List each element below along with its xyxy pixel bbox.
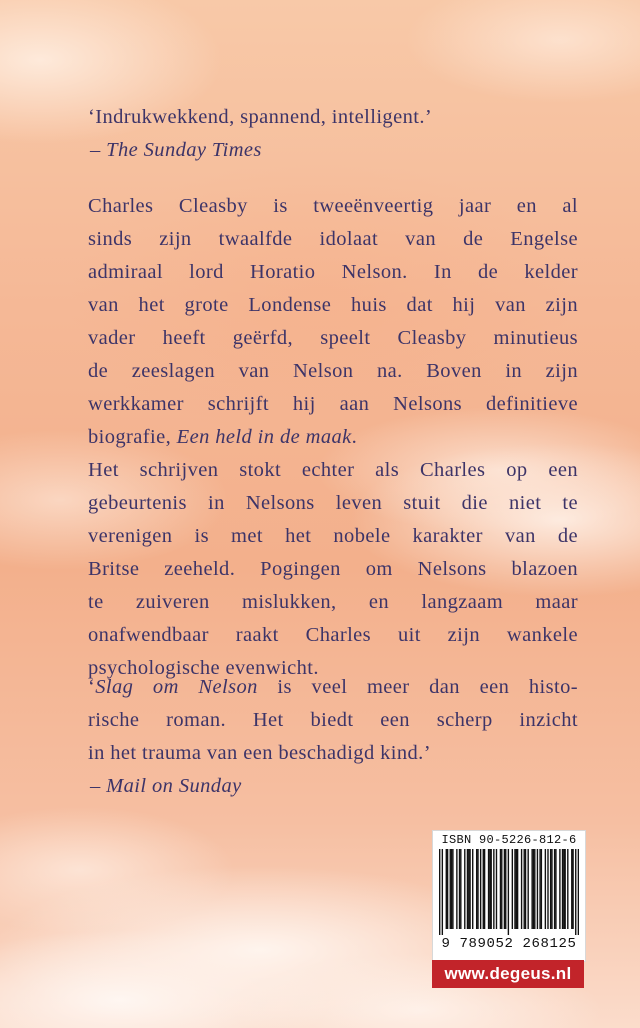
barcode-bar [533, 849, 534, 929]
barcode-bar [545, 849, 546, 929]
barcode-bar [464, 849, 465, 929]
barcode-bar [578, 849, 579, 935]
quote-text: ‘Indrukwekkend, spannend, intelligent.’ [88, 106, 433, 128]
quote-line: rische roman. Het biedt een scherp inzicht [88, 709, 578, 731]
biography-prefix: biografie, [88, 426, 177, 448]
barcode-bar [555, 849, 556, 929]
summary-line: van het grote Londense huis dat hij van zijn [88, 294, 578, 316]
barcode-bar [491, 849, 492, 929]
barcode-bar [467, 849, 468, 929]
barcode-bar [524, 849, 525, 929]
barcode-bar [459, 849, 460, 929]
barcode-bar [564, 849, 565, 929]
barcode-bar [504, 849, 505, 929]
barcode-bar [451, 849, 452, 929]
summary-line: Britse zeeheld. Pogingen om Nelsons blazoen [88, 558, 578, 580]
biography-title: Een held in de maak [176, 426, 352, 448]
barcode-bar [541, 849, 542, 929]
quote-book-title: Slag om Nelson [95, 676, 258, 698]
barcode-bar [521, 849, 522, 929]
barcode-bar [476, 849, 477, 929]
barcode-bar [484, 849, 485, 929]
barcode-bar [572, 849, 573, 929]
barcode-bar [489, 849, 490, 929]
barcode-bar [537, 849, 538, 929]
book-summary [88, 190, 578, 685]
barcode-bar [493, 849, 494, 929]
summary-line: verenigen is met het nobele karakter van de [88, 525, 578, 547]
barcode-bar [539, 849, 540, 929]
summary-line: vader heeft geërfd, speelt Cleasby minutieus [88, 327, 578, 349]
barcode-bar [480, 849, 481, 929]
barcode-bar [501, 849, 502, 929]
summary-line: onafwendbaar raakt Charles uit zijn wankele [88, 624, 578, 646]
barcode-bar [551, 849, 552, 929]
summary-line: de zeeslagen van Nelson na. Boven in zijn [88, 360, 578, 382]
isbn-label: ISBN 90-5226-812-6 [441, 833, 577, 847]
barcode-bar [517, 849, 518, 929]
barcode-bar [447, 849, 448, 929]
barcode-bar [575, 849, 576, 935]
summary-line: admiraal lord Horatio Nelson. In de kelder [88, 261, 578, 283]
barcode-bar [567, 849, 568, 929]
barcode-bar [468, 849, 469, 929]
barcode-bar [534, 849, 535, 929]
barcode-bar [500, 849, 501, 929]
barcode-bar [439, 849, 440, 935]
quote-source: – Mail on Sunday [90, 775, 242, 797]
barcode-bar [450, 849, 451, 929]
barcode-bar [559, 849, 560, 929]
biography-suffix: . [351, 426, 358, 448]
publisher-url: www.degeus.nl [432, 960, 584, 988]
barcode-bar [508, 849, 509, 935]
barcode-bar [514, 849, 515, 929]
quote-line: in het trauma van een beschadigd kind.’ [88, 742, 431, 764]
barcode-bar [550, 849, 551, 929]
quote-source: – The Sunday Times [90, 139, 262, 161]
barcode-digits: 9 789052 268125 [441, 936, 577, 952]
review-quote-top [88, 101, 578, 167]
barcode-bar [547, 849, 548, 929]
barcode-bar [469, 849, 470, 929]
isbn-barcode [432, 830, 586, 962]
review-quote-bottom [88, 671, 578, 803]
barcode-bar [483, 849, 484, 929]
barcode-bar [460, 849, 461, 929]
summary-line: Charles Cleasby is tweeënveertig jaar en al [88, 195, 578, 217]
summary-line: te zuiveren mislukken, en langzaam maar [88, 591, 578, 613]
summary-line: sinds zijn twaalfde idolaat van de Engelse [88, 228, 578, 250]
quote-line [88, 671, 578, 704]
quote-open-mark: ‘ [88, 676, 96, 698]
summary-line: psychologische evenwicht. [88, 657, 319, 679]
barcode-bar [505, 849, 506, 929]
summary-biography-line [88, 421, 578, 454]
barcode-bar [527, 849, 528, 929]
barcode-bar [512, 849, 513, 929]
barcode-bar [477, 849, 478, 929]
summary-line: gebeurtenis in Nelsons leven stuit die niet te [88, 492, 578, 514]
barcode-bar [456, 849, 457, 929]
barcode-bar [516, 849, 517, 929]
barcode-bar [571, 849, 572, 929]
barcode-bar [452, 849, 453, 929]
barcode-bar [525, 849, 526, 929]
barcode-bar [554, 849, 555, 929]
summary-line: werkkamer schrijft hij aan Nelsons definitieve [88, 393, 578, 415]
quote-line-rest: is veel meer dan een histo- [257, 676, 578, 698]
barcode-bar [442, 849, 443, 935]
barcode-bar [446, 849, 447, 929]
barcode-bar [563, 849, 564, 929]
summary-line: Het schrijven stokt echter als Charles op een [88, 459, 578, 481]
barcode-bar [488, 849, 489, 929]
barcode-bar [562, 849, 563, 929]
barcode-icon [439, 849, 579, 935]
barcode-bar [531, 849, 532, 929]
barcode-bar [496, 849, 497, 929]
barcode-bar [472, 849, 473, 929]
